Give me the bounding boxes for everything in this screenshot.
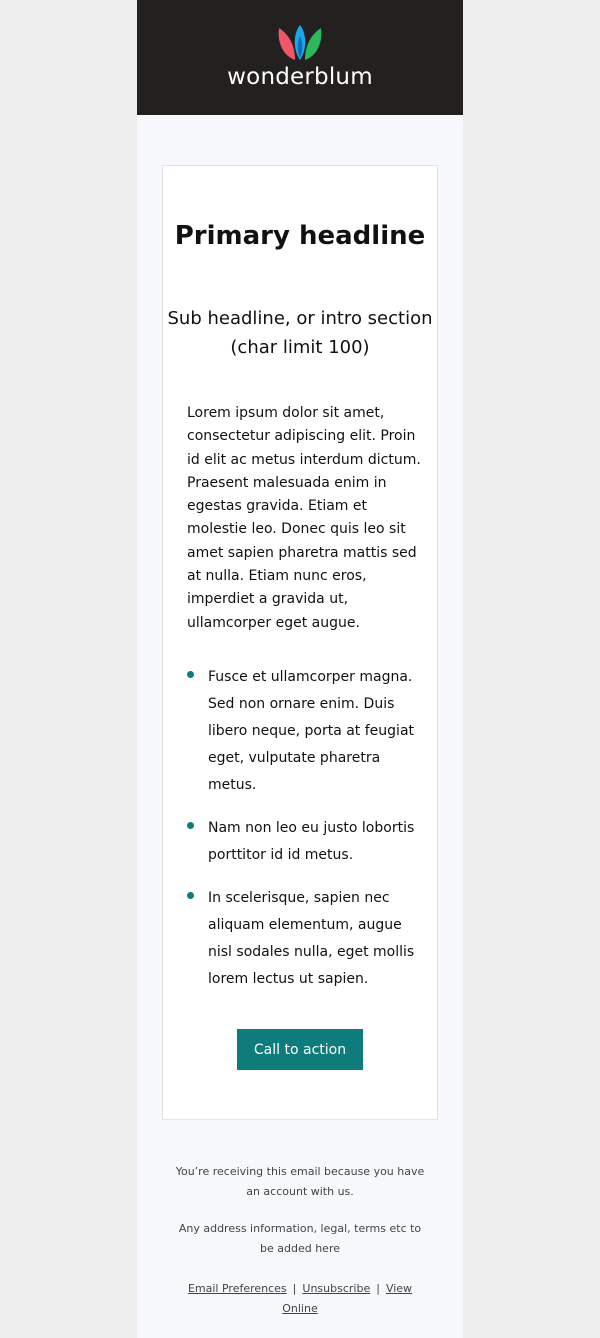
footer-legal: Any address information, legal, terms etc to be added here (178, 1222, 422, 1255)
footer-notice: You’re receiving this email because you have an account with us. (175, 1165, 425, 1198)
brand-name: wonderblum (227, 64, 373, 90)
tulip-logo-icon (275, 24, 325, 66)
email-preferences-link[interactable]: Email Preferences (187, 1282, 287, 1295)
list-item-text: Nam non leo eu justo lobortis porttitor id id metus. (208, 820, 415, 863)
unsubscribe-link[interactable]: Unsubscribe (302, 1282, 371, 1295)
list-item-text: Fusce et ullamcorper magna. Sed non ornare enim. Duis libero neque, porta at feugiat eget, vulputate pharetra metus. (208, 669, 415, 793)
bullet-list (187, 664, 417, 993)
email-header (137, 0, 463, 115)
call-to-action-button[interactable]: Call to action (237, 1029, 363, 1070)
content-card (162, 165, 438, 1120)
list-item (187, 815, 417, 869)
link-separator: | (376, 1282, 380, 1295)
link-separator: | (292, 1282, 297, 1295)
bullet-dot-icon (187, 892, 194, 899)
bullet-dot-icon (187, 822, 194, 829)
list-item-text: In scelerisque, sapien nec aliquam elementum, augue nisl sodales nulla, eget mollis lorem lectus ut sapien. (208, 890, 415, 987)
email-container (137, 0, 463, 1338)
view-online-link[interactable]: View Online (282, 1282, 413, 1315)
list-item (187, 885, 417, 993)
footer-links (177, 1279, 423, 1319)
list-item (187, 664, 417, 799)
body-paragraph: Lorem ipsum dolor sit amet, consectetur adipiscing elit. Proin id elit ac metus interdum dictum. Praesent malesuada enim in egestas gravida. Etiam et molestie leo. Donec quis leo sit amet sapien pharetra mattis sed at nulla. Etiam nunc eros, imperdiet a gravida ut, ullamcorper eget augue. (187, 405, 421, 631)
sub-headline: Sub headline, or intro section (char limit 100) (167, 308, 433, 358)
bullet-dot-icon (187, 671, 194, 678)
primary-headline: Primary headline (174, 221, 426, 251)
